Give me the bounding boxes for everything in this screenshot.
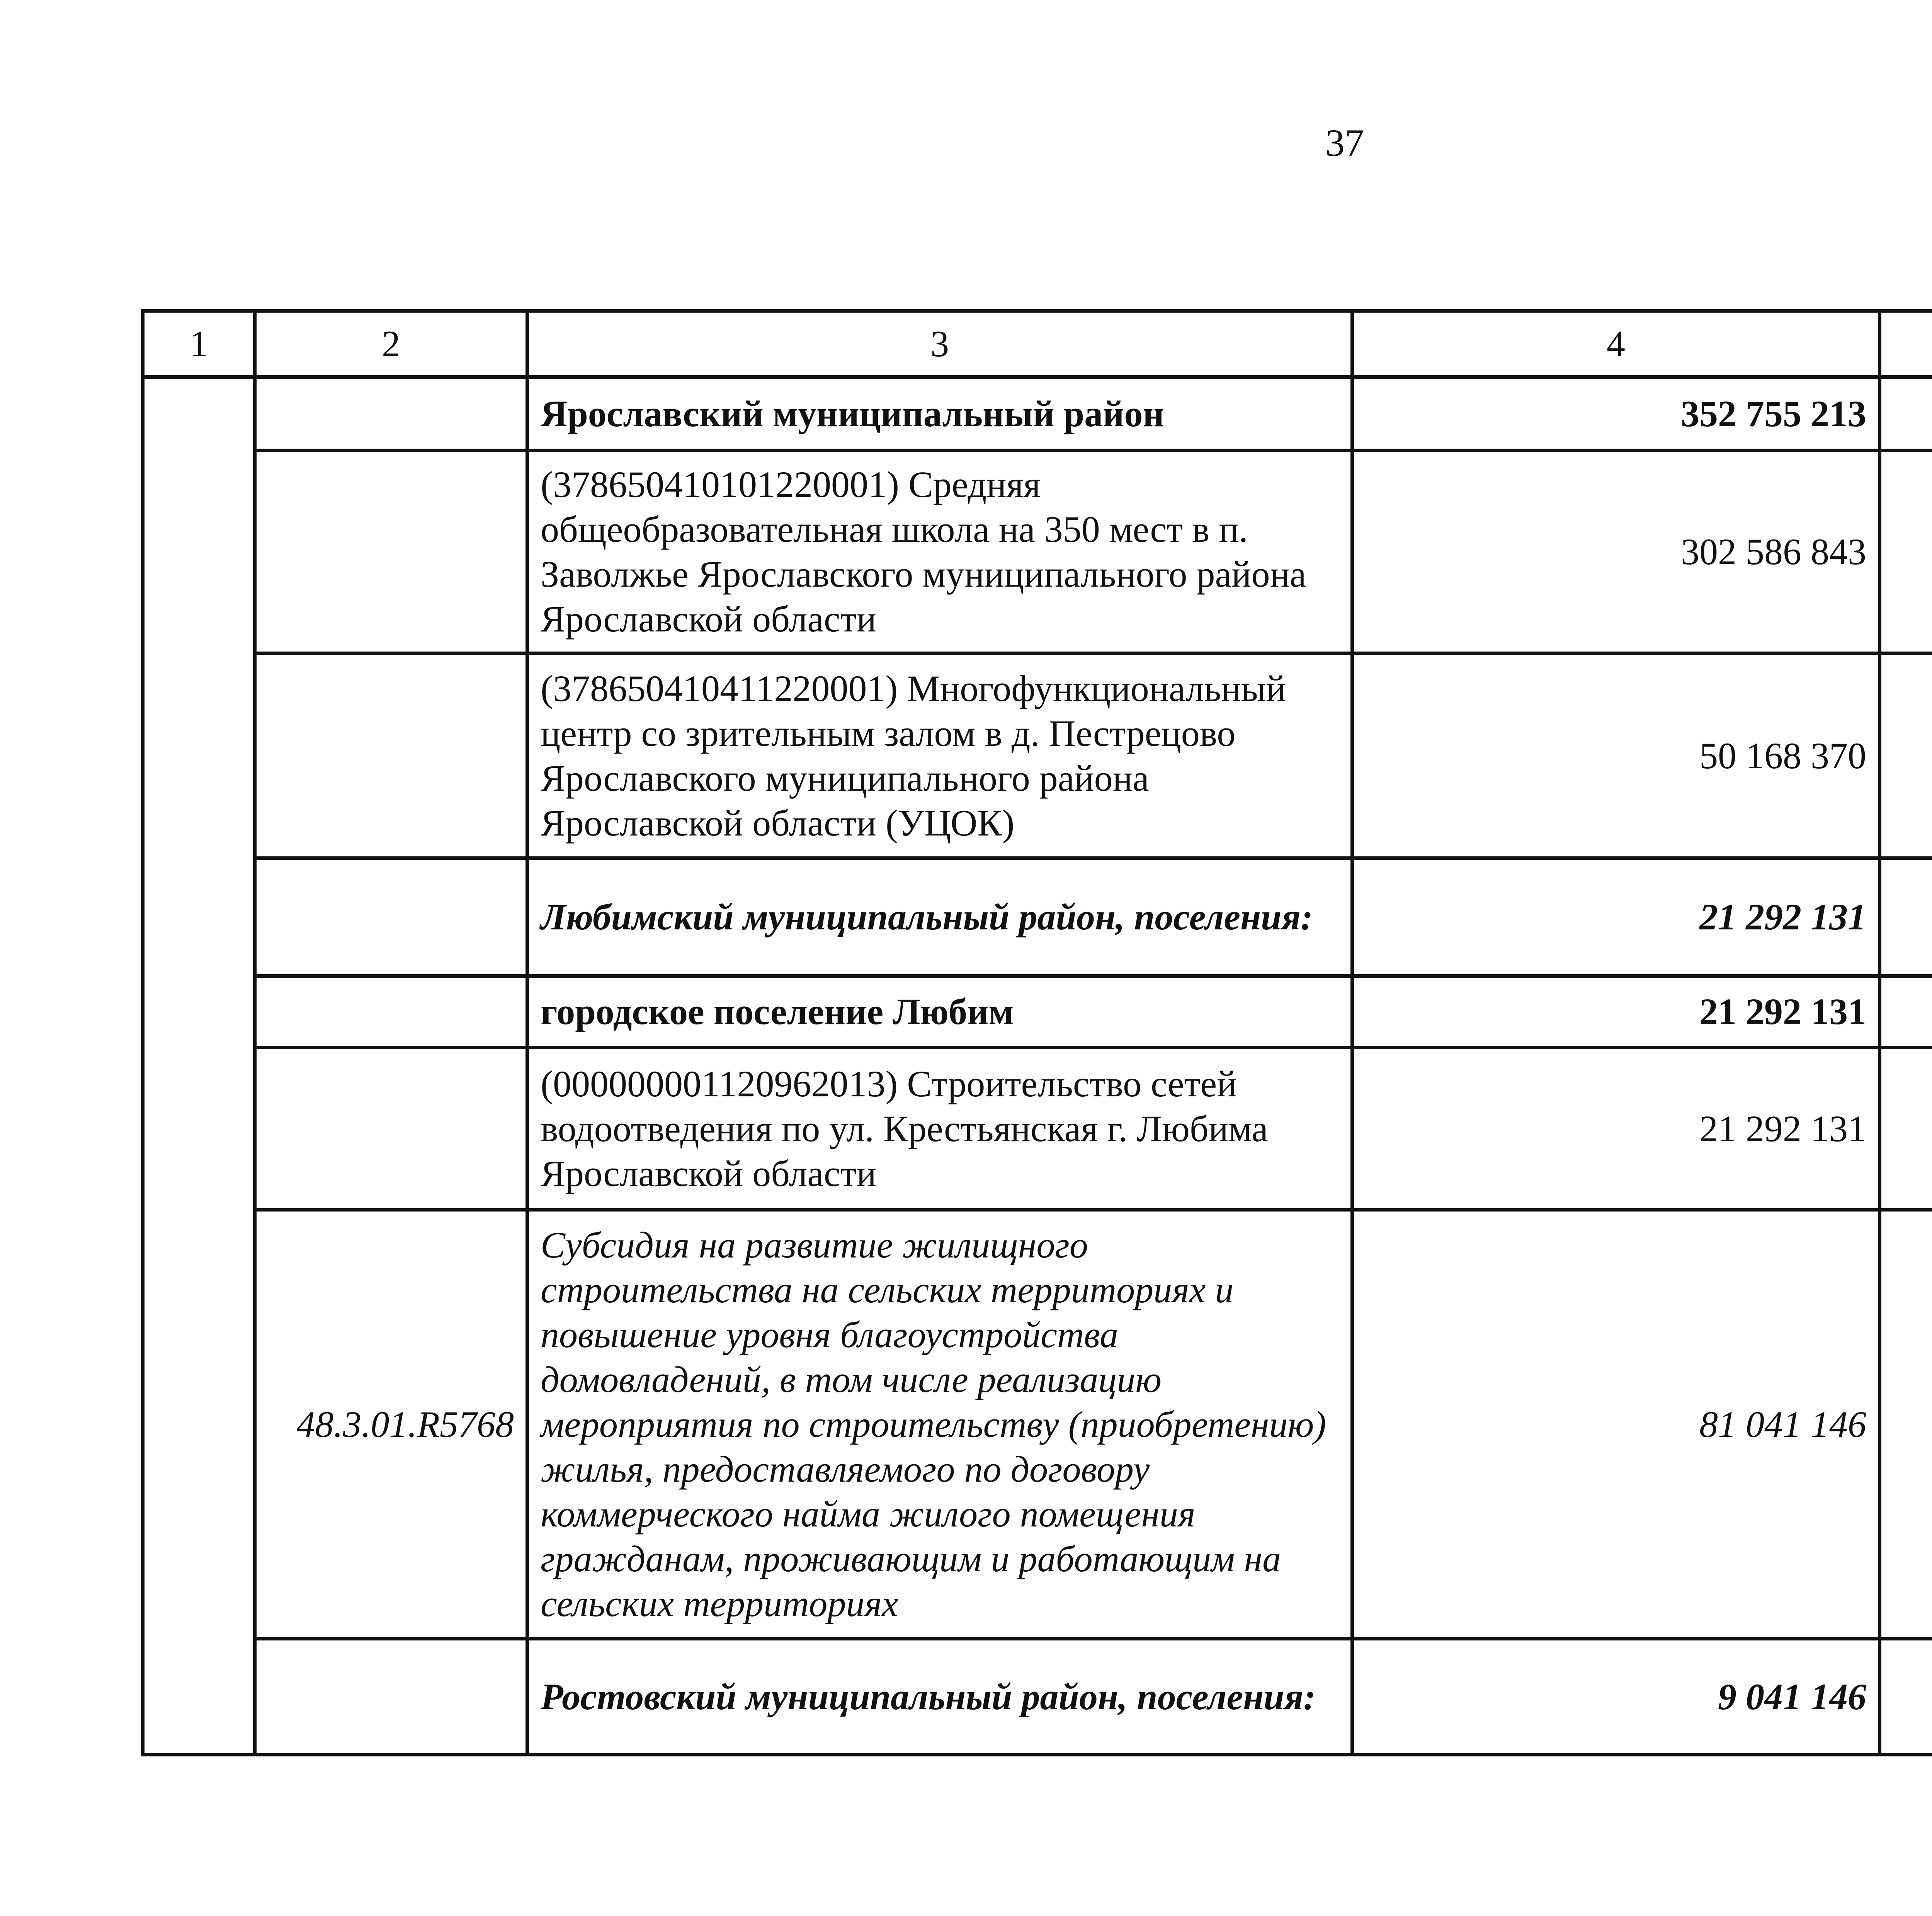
header-cell: 1 <box>143 311 255 377</box>
amount-total-cell: 21 292 131 <box>1352 858 1880 976</box>
table-row <box>143 1048 1932 1210</box>
code-cell <box>255 976 527 1048</box>
amount-total-cell: 21 292 131 <box>1352 1048 1880 1210</box>
amount-col5-cell <box>1880 653 1932 858</box>
table-row <box>143 1639 1932 1755</box>
code-cell <box>255 377 527 451</box>
amount-col5-cell <box>1880 377 1932 451</box>
code-cell <box>255 858 527 976</box>
code-cell: 48.3.01.R5768 <box>255 1210 527 1639</box>
amount-col5-cell <box>1880 858 1932 976</box>
description-cell: (378650410411220001) Многофункциональный центр со зрительным залом в д. Пестрецово Ярославского муниципального района Ярославской области (УЦОК) <box>527 653 1352 858</box>
amount-total-cell: 9 041 146 <box>1352 1639 1880 1755</box>
amount-col5-cell <box>1880 976 1932 1048</box>
header-cell: 2 <box>255 311 527 377</box>
header-row <box>143 311 1932 377</box>
description-cell: городское поселение Любим <box>527 976 1352 1048</box>
description-cell: (378650410101220001) Средняя общеобразовательная школа на 350 мест в п. Заволжье Ярославского муниципального района Ярославской области <box>527 451 1352 653</box>
header-cell: 4 <box>1352 311 1880 377</box>
amount-total-cell: 302 586 843 <box>1352 451 1880 653</box>
description-cell: (000000001120962013) Строительство сетей водоотведения по ул. Крестьянская г. Любима Ярославской области <box>527 1048 1352 1210</box>
budget-table <box>141 309 1932 1756</box>
table-row <box>143 653 1932 858</box>
table-row <box>143 976 1932 1048</box>
table-row <box>143 1210 1932 1639</box>
table-row <box>143 377 1932 451</box>
amount-total-cell: 81 041 146 <box>1352 1210 1880 1639</box>
row-number-cell <box>143 377 255 1755</box>
description-cell: Субсидия на развитие жилищного строительства на сельских территориях и повышение уровня благоустройства домовладений, в том числе реализацию мероприятия по строительству (приобретению) жилья, предоставляемого по договору коммерческого найма жилого помещения гражданам, проживающим и работающим на сельских территориях <box>527 1210 1352 1639</box>
page-number: 37 <box>1325 121 1364 164</box>
table-row <box>143 451 1932 653</box>
amount-col5-cell <box>1880 1639 1932 1755</box>
code-cell <box>255 653 527 858</box>
amount-total-cell: 50 168 370 <box>1352 653 1880 858</box>
description-cell: Ростовский муниципальный район, поселения: <box>527 1639 1352 1755</box>
amount-col5-cell <box>1880 1048 1932 1210</box>
description-cell: Любимский муниципальный район, поселения: <box>527 858 1352 976</box>
amount-total-cell: 21 292 131 <box>1352 976 1880 1048</box>
amount-col5-cell <box>1880 1210 1932 1639</box>
code-cell <box>255 451 527 653</box>
amount-col5-cell <box>1880 451 1932 653</box>
code-cell <box>255 1639 527 1755</box>
table-row <box>143 858 1932 976</box>
description-cell: Ярославский муниципальный район <box>527 377 1352 451</box>
header-cell: 3 <box>527 311 1352 377</box>
code-cell <box>255 1048 527 1210</box>
header-cell <box>1880 311 1932 377</box>
amount-total-cell: 352 755 213 <box>1352 377 1880 451</box>
